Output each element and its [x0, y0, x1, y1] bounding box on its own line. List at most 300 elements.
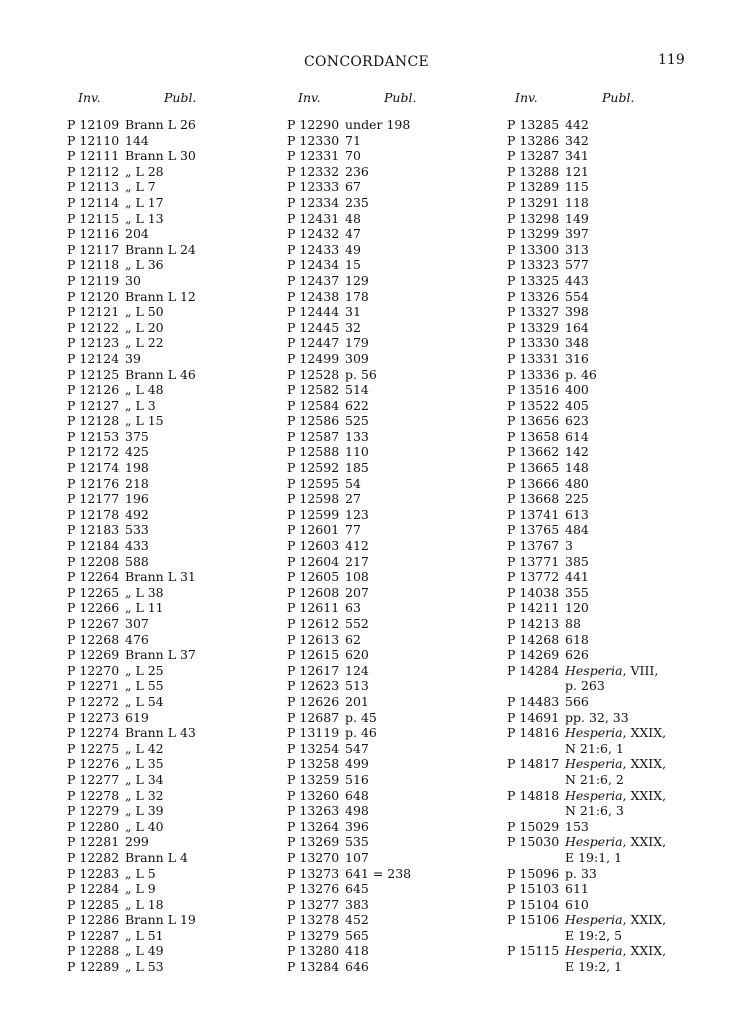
- inventory-number: P 12611: [287, 600, 340, 616]
- inventory-number: P 13329: [507, 319, 560, 335]
- publication-reference: 129: [345, 272, 369, 288]
- inventory-number: P 12110: [67, 132, 120, 148]
- col2-inv-header: Inv.: [298, 90, 321, 105]
- publication-reference: „ L 49: [125, 943, 164, 959]
- inventory-number: P 12601: [287, 522, 340, 538]
- publication-reference: „ L 13: [125, 210, 164, 226]
- publication-reference-continued: N 21:6, 3: [565, 803, 624, 819]
- inventory-number: P 13741: [507, 506, 560, 522]
- publication-reference: „ L 32: [125, 787, 164, 803]
- publication-reference: „ L 22: [125, 335, 164, 351]
- publication-reference: 236: [345, 163, 369, 179]
- publication-reference: 484: [565, 522, 589, 538]
- inventory-number: P 12283: [67, 865, 120, 881]
- inventory-number: P 13269: [287, 834, 340, 850]
- inventory-number: P 12268: [67, 631, 120, 647]
- publication-reference: 383: [345, 896, 369, 912]
- publication-reference: „ L 3: [125, 397, 156, 413]
- publication-reference: 115: [565, 179, 589, 195]
- inventory-number: P 12266: [67, 600, 120, 616]
- publication-reference: 443: [565, 272, 589, 288]
- inventory-number: P 12279: [67, 803, 120, 819]
- inventory-number: P 12588: [287, 444, 340, 460]
- publication-reference: „ L 17: [125, 194, 164, 210]
- publication-reference: 554: [565, 288, 589, 304]
- inventory-number: P 12127: [67, 397, 120, 413]
- inventory-number: P 12272: [67, 693, 120, 709]
- publication-reference: 433: [125, 538, 149, 554]
- inventory-number: P 14817: [507, 756, 560, 772]
- journal-title: Hesperia: [565, 943, 623, 959]
- inventory-number: P 14038: [507, 584, 560, 600]
- inventory-number: P 13772: [507, 569, 560, 585]
- inventory-number: P 12114: [67, 194, 120, 210]
- inventory-number: P 12184: [67, 538, 120, 554]
- publication-reference: 565: [345, 927, 369, 943]
- inventory-number: P 15030: [507, 834, 560, 850]
- publication-reference: 425: [125, 444, 149, 460]
- publication-reference: 492: [125, 506, 149, 522]
- inventory-number: P 12687: [287, 709, 340, 725]
- inventory-number: P 12118: [67, 257, 120, 273]
- inventory-number: P 15115: [507, 943, 560, 959]
- volume-reference: , XXIX,: [622, 912, 667, 928]
- publication-reference: 54: [345, 475, 361, 491]
- inventory-number: P 12274: [67, 725, 120, 741]
- publication-reference: 533: [125, 522, 149, 538]
- inventory-number: P 15106: [507, 912, 560, 928]
- inventory-number: P 12431: [287, 210, 340, 226]
- inventory-number: P 13767: [507, 538, 560, 554]
- inventory-number: P 12177: [67, 491, 120, 507]
- publication-reference-continued: E 19:2, 1: [565, 959, 623, 975]
- publication-reference-continued: p. 263: [565, 678, 605, 694]
- publication-reference: „ L 20: [125, 319, 164, 335]
- inventory-number: P 12582: [287, 382, 340, 398]
- publication-reference: „ L 55: [125, 678, 164, 694]
- inventory-number: P 12178: [67, 506, 120, 522]
- publication-reference: 149: [565, 210, 589, 226]
- inventory-number: P 14691: [507, 709, 560, 725]
- inventory-number: P 13273: [287, 865, 340, 881]
- inventory-number: P 13260: [287, 787, 340, 803]
- inventory-number: P 12286: [67, 912, 120, 928]
- volume-reference: , XXIX,: [622, 943, 667, 959]
- inventory-number: P 12584: [287, 397, 340, 413]
- publication-reference: p. 46: [565, 366, 597, 382]
- publication-reference: 547: [345, 740, 369, 756]
- col3-inv-header: Inv.: [515, 90, 538, 105]
- publication-reference: „ L 36: [125, 257, 164, 273]
- publication-reference: 641 = 238: [345, 865, 412, 881]
- publication-reference: 15: [345, 257, 361, 273]
- inventory-number: P 12116: [67, 226, 120, 242]
- inventory-number: P 12280: [67, 818, 120, 834]
- inventory-number: P 12278: [67, 787, 120, 803]
- inventory-number: P 13119: [287, 725, 340, 741]
- publication-reference: 124: [345, 662, 369, 678]
- publication-reference: „ L 18: [125, 896, 164, 912]
- inventory-number: P 12444: [287, 304, 340, 320]
- publication-reference: 118: [565, 194, 589, 210]
- publication-reference: 355: [565, 584, 589, 600]
- inventory-number: P 12121: [67, 304, 120, 320]
- publication-reference: p. 56: [345, 366, 377, 382]
- inventory-number: P 12208: [67, 553, 120, 569]
- inventory-number: P 12109: [67, 117, 120, 132]
- inventory-number: P 13662: [507, 444, 560, 460]
- publication-reference: under 198: [345, 117, 411, 132]
- publication-reference: Brann L 43: [125, 725, 196, 741]
- inventory-number: P 13522: [507, 397, 560, 413]
- inventory-number: P 12172: [67, 444, 120, 460]
- inventory-number: P 13300: [507, 241, 560, 257]
- inventory-number: P 12447: [287, 335, 340, 351]
- publication-reference: 400: [565, 382, 589, 398]
- publication-reference: 198: [125, 460, 149, 476]
- publication-reference: 133: [345, 428, 369, 444]
- publication-reference: 514: [345, 382, 369, 398]
- inventory-number: P 14269: [507, 647, 560, 663]
- inventory-number: P 12125: [67, 366, 120, 382]
- publication-reference-continued: N 21:6, 2: [565, 771, 624, 787]
- inventory-number: P 13327: [507, 304, 560, 320]
- page-number: 119: [658, 52, 685, 68]
- publication-reference: 201: [345, 693, 369, 709]
- inventory-number: P 12432: [287, 226, 340, 242]
- journal-title: Hesperia: [565, 756, 623, 772]
- journal-title: Hesperia: [565, 662, 623, 678]
- publication-reference: 108: [345, 569, 369, 585]
- inventory-number: P 12586: [287, 413, 340, 429]
- inventory-number: P 12615: [287, 647, 340, 663]
- publication-reference: 622: [345, 397, 369, 413]
- publication-reference: p. 45: [345, 709, 377, 725]
- publication-reference: Brann L 24: [125, 241, 196, 257]
- publication-reference: „ L 50: [125, 304, 164, 320]
- publication-reference: 77: [345, 522, 361, 538]
- inventory-number: P 13279: [287, 927, 340, 943]
- inventory-number: P 12612: [287, 616, 340, 631]
- inventory-number: P 13299: [507, 226, 560, 242]
- publication-reference: 626: [565, 647, 589, 663]
- publication-reference: „ L 38: [125, 584, 164, 600]
- volume-reference: , XXIX,: [622, 725, 667, 741]
- publication-reference: „ L 11: [125, 600, 164, 616]
- inventory-number: P 12123: [67, 335, 120, 351]
- inventory-number: P 12330: [287, 132, 340, 148]
- publication-reference: 204: [125, 226, 149, 242]
- inventory-number: P 12113: [67, 179, 120, 195]
- publication-reference: 70: [345, 148, 361, 164]
- inventory-number: P 13336: [507, 366, 560, 382]
- inventory-number: P 13286: [507, 132, 560, 148]
- publication-reference: 235: [345, 194, 369, 210]
- inventory-number: P 12264: [67, 569, 120, 585]
- inventory-number: P 12284: [67, 881, 120, 897]
- inventory-number: P 12153: [67, 428, 120, 444]
- inventory-number: P 13284: [287, 959, 340, 975]
- inventory-number: P 13280: [287, 943, 340, 959]
- publication-reference: 498: [345, 803, 369, 819]
- publication-reference: 196: [125, 491, 149, 507]
- publication-reference: 49: [345, 241, 361, 257]
- inventory-number: P 12265: [67, 584, 120, 600]
- inventory-number: P 13326: [507, 288, 560, 304]
- publication-reference: 648: [345, 787, 369, 803]
- page-title: CONCORDANCE: [304, 54, 429, 70]
- publication-reference: 63: [345, 600, 361, 616]
- inventory-number: P 12587: [287, 428, 340, 444]
- publication-reference: pp. 32, 33: [565, 709, 629, 725]
- inventory-number: P 13771: [507, 553, 560, 569]
- publication-reference-continued: E 19:1, 1: [565, 849, 623, 865]
- publication-reference: 405: [565, 397, 589, 413]
- publication-reference: 412: [345, 538, 369, 554]
- publication-reference: 142: [565, 444, 589, 460]
- publication-reference: 623: [565, 413, 589, 429]
- inventory-number: P 12120: [67, 288, 120, 304]
- inventory-number: P 12434: [287, 257, 340, 273]
- inventory-number: P 13331: [507, 350, 560, 366]
- inventory-number: P 13330: [507, 335, 560, 351]
- inventory-number: P 14284: [507, 662, 560, 678]
- publication-reference: 577: [565, 257, 589, 273]
- publication-reference: 3: [565, 538, 573, 554]
- inventory-number: P 12592: [287, 460, 340, 476]
- inventory-number: P 12332: [287, 163, 340, 179]
- publication-reference: „ L 40: [125, 818, 164, 834]
- publication-reference: 30: [125, 272, 141, 288]
- inventory-number: P 13298: [507, 210, 560, 226]
- publication-reference: 476: [125, 631, 149, 647]
- publication-reference: 480: [565, 475, 589, 491]
- journal-title: Hesperia: [565, 912, 623, 928]
- inventory-number: P 13258: [287, 756, 340, 772]
- publication-reference: 385: [565, 553, 589, 569]
- inventory-number: P 15104: [507, 896, 560, 912]
- publication-reference: 39: [125, 350, 141, 366]
- publication-reference: 179: [345, 335, 369, 351]
- inventory-number: P 12613: [287, 631, 340, 647]
- inventory-number: P 12499: [287, 350, 340, 366]
- publication-reference: 442: [565, 117, 589, 132]
- volume-reference: , XXIX,: [622, 787, 667, 803]
- inventory-number: P 12445: [287, 319, 340, 335]
- inventory-number: P 12289: [67, 959, 120, 975]
- inventory-number: P 13287: [507, 148, 560, 164]
- inventory-number: P 12604: [287, 553, 340, 569]
- publication-reference: 316: [565, 350, 589, 366]
- inventory-number: P 12285: [67, 896, 120, 912]
- publication-reference: 618: [565, 631, 589, 647]
- publication-reference: Brann L 12: [125, 288, 196, 304]
- inventory-number: P 12124: [67, 350, 120, 366]
- publication-reference: 32: [345, 319, 361, 335]
- inventory-number: P 12276: [67, 756, 120, 772]
- publication-reference: 185: [345, 460, 369, 476]
- publication-reference: 342: [565, 132, 589, 148]
- inventory-number: P 12273: [67, 709, 120, 725]
- inventory-number: P 13254: [287, 740, 340, 756]
- publication-reference: p. 46: [345, 725, 377, 741]
- inventory-number: P 14483: [507, 693, 560, 709]
- inventory-number: P 12603: [287, 538, 340, 554]
- inventory-number: P 13658: [507, 428, 560, 444]
- publication-reference: „ L 53: [125, 959, 164, 975]
- publication-reference: 31: [345, 304, 361, 320]
- publication-reference: [565, 912, 666, 928]
- publication-reference: 398: [565, 304, 589, 320]
- inventory-number: P 12122: [67, 319, 120, 335]
- publication-reference: [565, 943, 666, 959]
- inventory-number: P 12183: [67, 522, 120, 538]
- publication-reference: „ L 9: [125, 881, 156, 897]
- col1-publ-header: Publ.: [164, 90, 197, 105]
- publication-reference: 452: [345, 912, 369, 928]
- publication-reference: 71: [345, 132, 361, 148]
- publication-reference: 613: [565, 506, 589, 522]
- inventory-number: P 12282: [67, 849, 120, 865]
- inventory-number: P 12626: [287, 693, 340, 709]
- publication-reference: [565, 756, 666, 772]
- publication-reference: 148: [565, 460, 589, 476]
- publication-reference: „ L 28: [125, 163, 164, 179]
- volume-reference: , XXIX,: [622, 756, 667, 772]
- volume-reference: , VIII,: [622, 662, 659, 678]
- inventory-number: P 12290: [287, 117, 340, 132]
- publication-reference: [565, 788, 666, 804]
- inventory-number: P 12623: [287, 678, 340, 694]
- publication-reference: 441: [565, 569, 589, 585]
- inventory-number: P 13288: [507, 163, 560, 179]
- journal-title: Hesperia: [565, 725, 623, 741]
- publication-reference: 397: [565, 226, 589, 242]
- inventory-number: P 13323: [507, 257, 560, 273]
- journal-title: Hesperia: [565, 834, 623, 850]
- publication-reference: 535: [345, 834, 369, 850]
- publication-reference: 309: [345, 350, 369, 366]
- inventory-number: P 13668: [507, 491, 560, 507]
- publication-reference: „ L 35: [125, 756, 164, 772]
- inventory-number: P 12119: [67, 272, 120, 288]
- publication-reference: Brann L 19: [125, 912, 196, 928]
- inventory-number: P 13325: [507, 272, 560, 288]
- publication-reference: Brann L 26: [125, 117, 196, 132]
- inventory-number: P 14213: [507, 616, 560, 631]
- inventory-number: P 14818: [507, 787, 560, 803]
- publication-reference: 620: [345, 647, 369, 663]
- inventory-number: P 13264: [287, 818, 340, 834]
- publication-reference: 225: [565, 491, 589, 507]
- publication-reference: 88: [565, 616, 581, 631]
- publication-reference: 67: [345, 179, 361, 195]
- inventory-number: P 13516: [507, 382, 560, 398]
- inventory-number: P 13278: [287, 912, 340, 928]
- publication-reference: 107: [345, 849, 369, 865]
- inventory-number: P 13291: [507, 194, 560, 210]
- publication-reference: Brann L 4: [125, 849, 188, 865]
- publication-reference: 341: [565, 148, 589, 164]
- publication-reference: 123: [345, 506, 369, 522]
- inventory-number: P 12128: [67, 413, 120, 429]
- publication-reference: 299: [125, 834, 149, 850]
- publication-reference: „ L 5: [125, 865, 156, 881]
- publication-reference: 178: [345, 288, 369, 304]
- publication-reference: 207: [345, 584, 369, 600]
- publication-reference: 307: [125, 616, 149, 631]
- inventory-number: P 12267: [67, 616, 120, 631]
- publication-reference: 110: [345, 444, 369, 460]
- inventory-number: P 12288: [67, 943, 120, 959]
- inventory-number: P 13270: [287, 849, 340, 865]
- publication-reference: [565, 725, 666, 741]
- inventory-number: P 12598: [287, 491, 340, 507]
- publication-reference: [565, 834, 666, 850]
- publication-reference: 375: [125, 428, 149, 444]
- publication-reference-continued: E 19:2, 5: [565, 927, 623, 943]
- inventory-number: P 12115: [67, 210, 120, 226]
- inventory-number: P 12595: [287, 475, 340, 491]
- inventory-number: P 12438: [287, 288, 340, 304]
- volume-reference: , XXIX,: [622, 834, 667, 850]
- publication-reference: 313: [565, 241, 589, 257]
- inventory-number: P 12599: [287, 506, 340, 522]
- publication-reference: [565, 663, 658, 679]
- publication-reference: 348: [565, 335, 589, 351]
- publication-reference: „ L 15: [125, 413, 164, 429]
- inventory-number: P 12608: [287, 584, 340, 600]
- publication-reference: 396: [345, 818, 369, 834]
- inventory-number: P 13666: [507, 475, 560, 491]
- col3-publ-header: Publ.: [602, 90, 635, 105]
- publication-reference: 144: [125, 132, 149, 148]
- inventory-number: P 12333: [287, 179, 340, 195]
- inventory-number: P 13276: [287, 881, 340, 897]
- inventory-number: P 12117: [67, 241, 120, 257]
- publication-reference: 619: [125, 709, 149, 725]
- publication-reference: 121: [565, 163, 589, 179]
- inventory-number: P 12271: [67, 678, 120, 694]
- inventory-number: P 12331: [287, 148, 340, 164]
- inventory-number: P 12112: [67, 163, 120, 179]
- publication-reference: „ L 48: [125, 382, 164, 398]
- col2-publ-header: Publ.: [384, 90, 417, 105]
- publication-reference: 120: [565, 600, 589, 616]
- publication-reference: „ L 25: [125, 662, 164, 678]
- inventory-number: P 13277: [287, 896, 340, 912]
- col1-inv-header: Inv.: [78, 90, 101, 105]
- inventory-number: P 12275: [67, 740, 120, 756]
- inventory-number: P 12334: [287, 194, 340, 210]
- inventory-number: P 12126: [67, 382, 120, 398]
- publication-reference: „ L 34: [125, 771, 164, 787]
- inventory-number: P 15103: [507, 881, 560, 897]
- inventory-number: P 12174: [67, 460, 120, 476]
- publication-reference: 499: [345, 756, 369, 772]
- inventory-number: P 12281: [67, 834, 120, 850]
- inventory-number: P 15096: [507, 865, 560, 881]
- inventory-number: P 12287: [67, 927, 120, 943]
- publication-reference: „ L 42: [125, 740, 164, 756]
- publication-reference: p. 33: [565, 865, 597, 881]
- publication-reference: 153: [565, 818, 589, 834]
- inventory-number: P 12437: [287, 272, 340, 288]
- publication-reference: 62: [345, 631, 361, 647]
- publication-reference: „ L 7: [125, 179, 156, 195]
- inventory-number: P 12176: [67, 475, 120, 491]
- publication-reference: 217: [345, 553, 369, 569]
